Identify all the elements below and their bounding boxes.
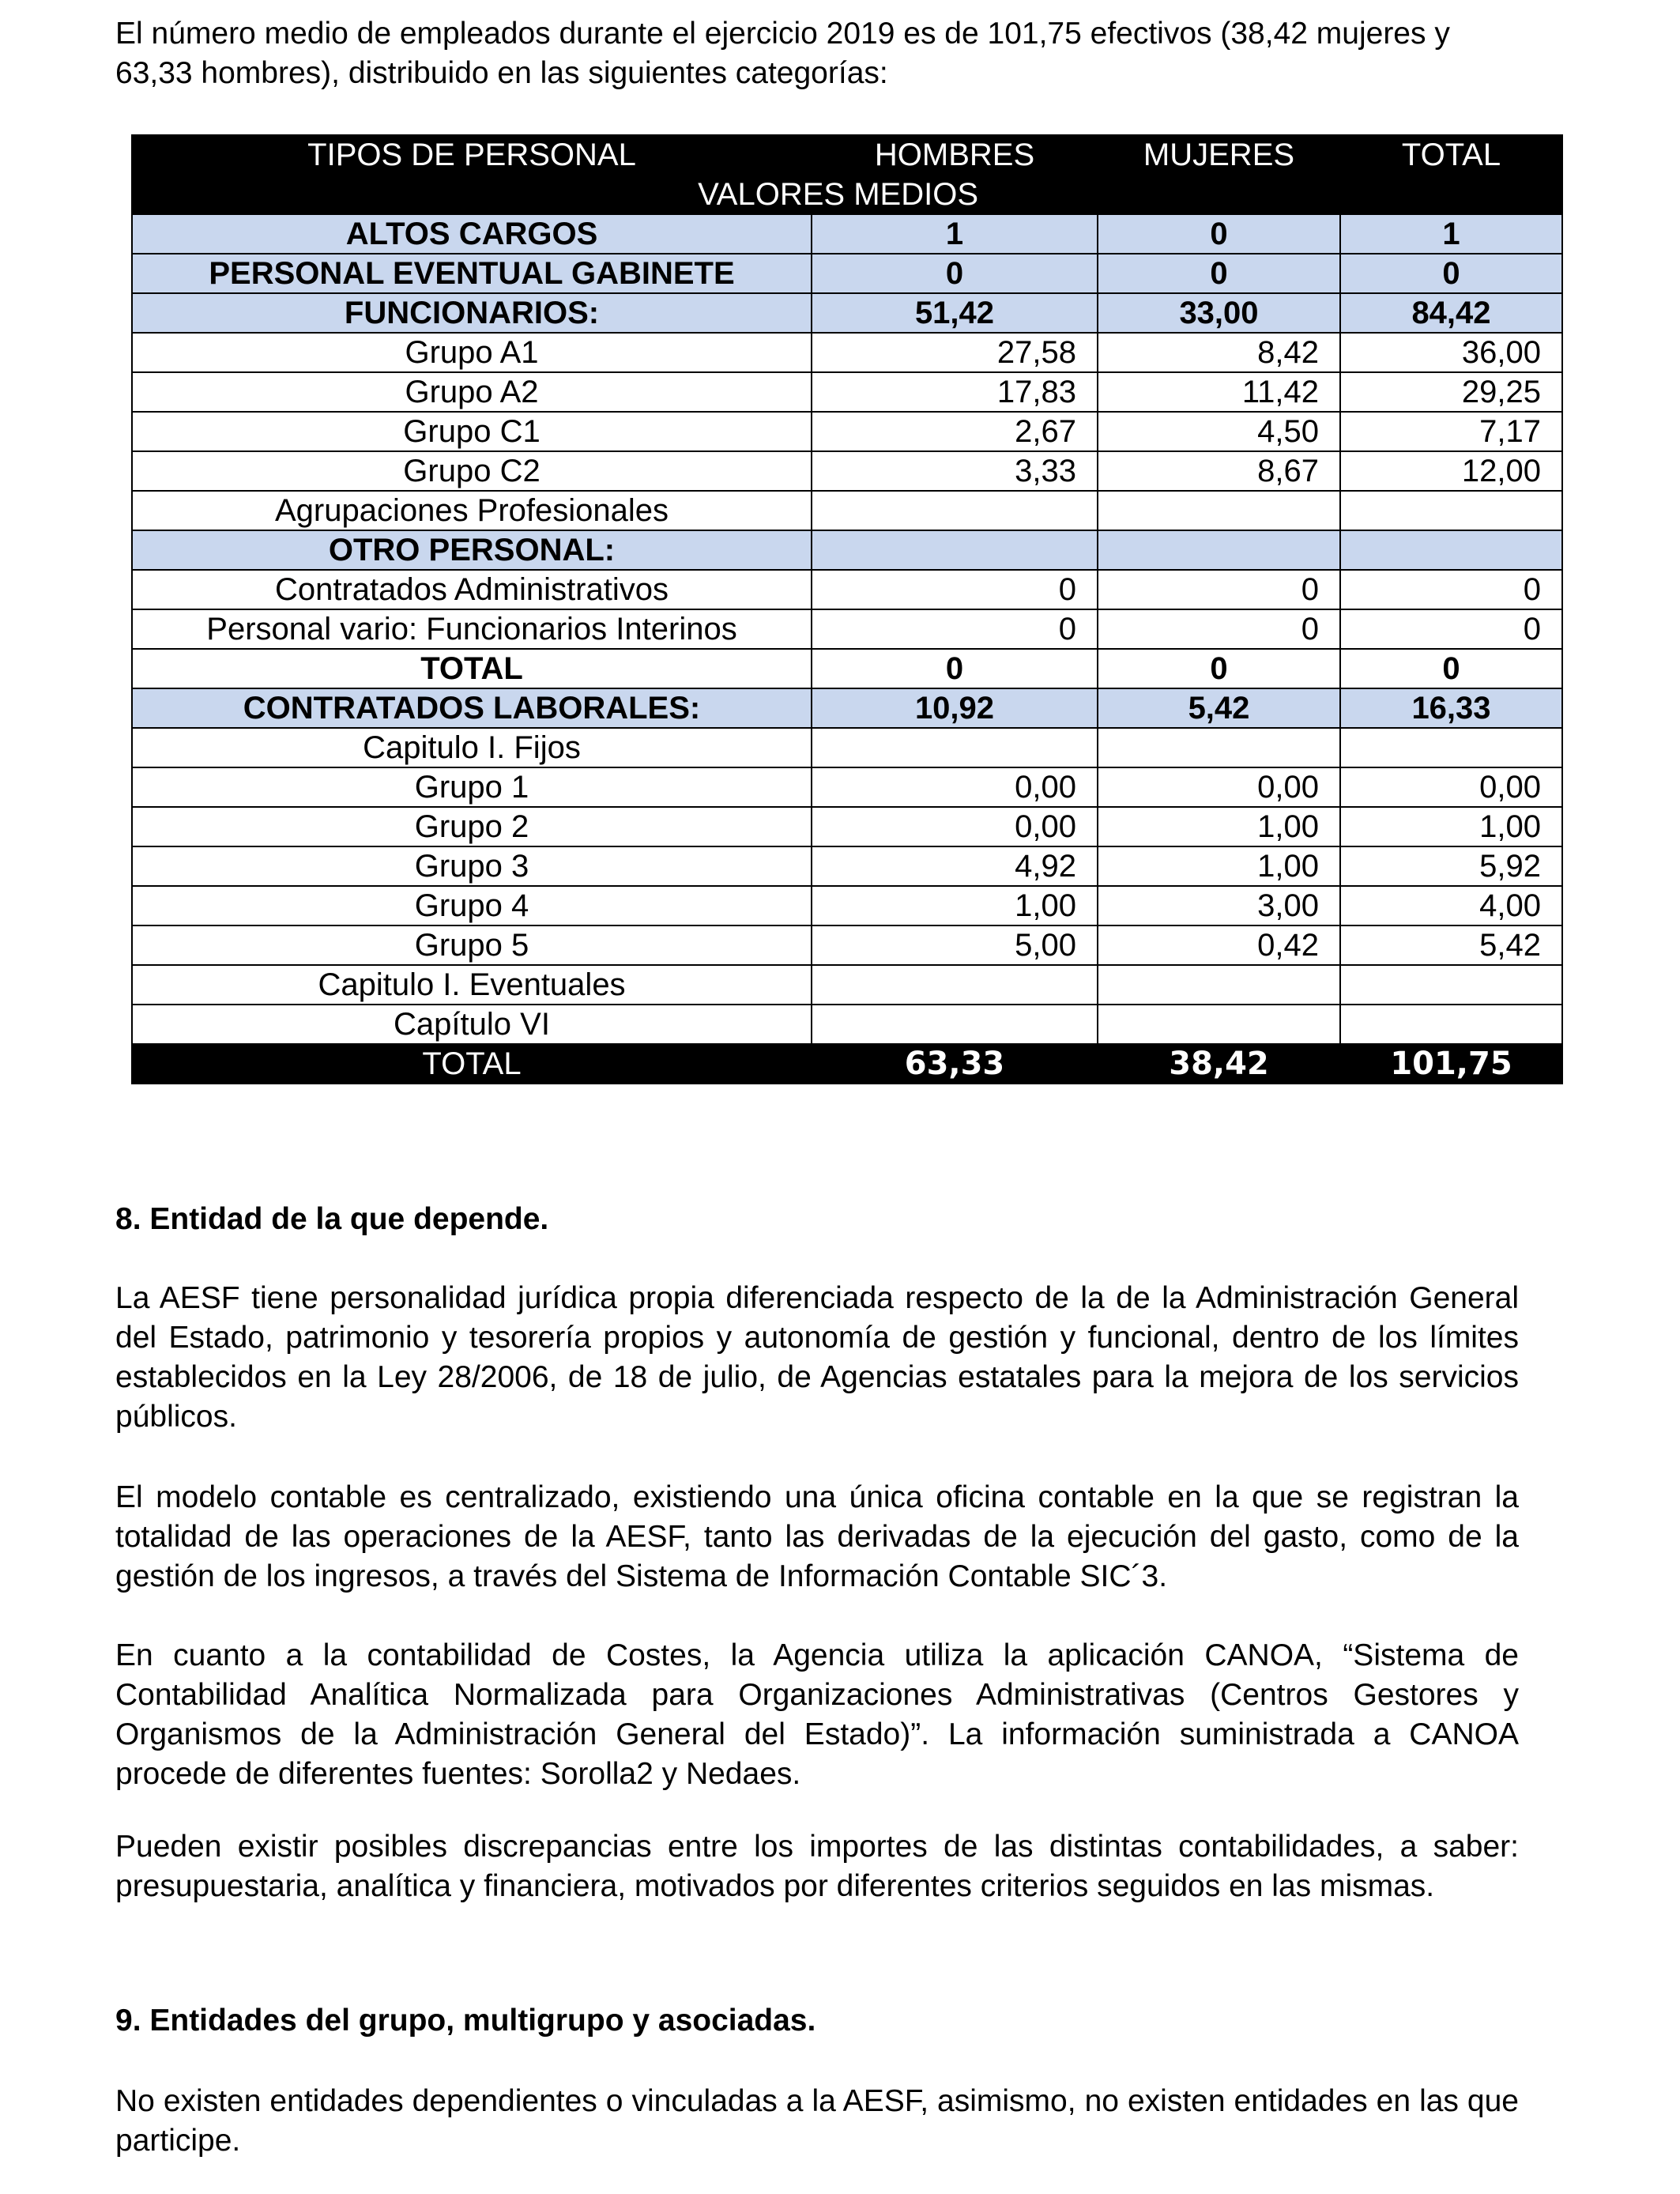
mujeres-value: 0 [1098, 609, 1340, 649]
row-label: FUNCIONARIOS: [132, 293, 812, 333]
row-label: Contratados Administrativos [132, 570, 812, 609]
table-row [132, 530, 1562, 570]
mujeres-value [1098, 1005, 1340, 1044]
mujeres-value [1098, 530, 1340, 570]
mujeres-value [1098, 491, 1340, 530]
table-row [132, 965, 1562, 1005]
section8-paragraph-3: En cuanto a la contabilidad de Costes, la Agencia utiliza la aplicación CANOA, “Sistema de Contabilidad Analítica Normalizada para Organizaciones Administrativas (Centros Gestores y Organismos de la Administración General del Estado)”. La información suministrada a CANOA procede de diferentes fuentes: Sorolla2 y Nedaes. [115, 1638, 1519, 1791]
hombres-value: 0,00 [812, 807, 1098, 846]
section9-paragraph-1: No existen entidades dependientes o vinculadas a la AESF, asimismo, no existen entidades en las que participe. [115, 2084, 1519, 2158]
mujeres-value: 0 [1098, 570, 1340, 609]
total-value: 29,25 [1340, 372, 1562, 412]
hombres-value [812, 1005, 1098, 1044]
row-label: PERSONAL EVENTUAL GABINETE [132, 254, 812, 293]
header-mujeres: MUJERES [1098, 135, 1340, 175]
total-value: 84,42 [1340, 293, 1562, 333]
total-total: 101,75 [1340, 1044, 1562, 1084]
total-value: 5,42 [1340, 925, 1562, 965]
mujeres-value: 0 [1098, 214, 1340, 254]
table-subheader-row [132, 175, 1562, 214]
row-label: OTRO PERSONAL: [132, 530, 812, 570]
total-value: 0,00 [1340, 767, 1562, 807]
mujeres-value: 0,00 [1098, 767, 1340, 807]
hombres-value: 1 [812, 214, 1098, 254]
total-row-label: TOTAL [132, 1044, 812, 1084]
mujeres-value: 33,00 [1098, 293, 1340, 333]
row-label: Agrupaciones Profesionales [132, 491, 812, 530]
hombres-value [812, 728, 1098, 767]
mujeres-value [1098, 965, 1340, 1005]
hombres-value: 27,58 [812, 333, 1098, 372]
row-label: Grupo 5 [132, 925, 812, 965]
table-row [132, 451, 1562, 491]
total-value: 0 [1340, 254, 1562, 293]
total-value: 0 [1340, 649, 1562, 688]
row-label: CONTRATADOS LABORALES: [132, 688, 812, 728]
table-header-row [132, 135, 1562, 175]
mujeres-value: 1,00 [1098, 846, 1340, 886]
table-row [132, 767, 1562, 807]
row-label: Grupo 2 [132, 807, 812, 846]
table-row [132, 491, 1562, 530]
row-label: Grupo 1 [132, 767, 812, 807]
hombres-value: 4,92 [812, 846, 1098, 886]
header-total: TOTAL [1340, 135, 1562, 175]
hombres-value: 0 [812, 570, 1098, 609]
mujeres-value: 3,00 [1098, 886, 1340, 925]
table-total-row [132, 1044, 1562, 1084]
table-row [132, 333, 1562, 372]
hombres-value: 5,00 [812, 925, 1098, 965]
table-row [132, 570, 1562, 609]
total-value: 1 [1340, 214, 1562, 254]
hombres-value: 2,67 [812, 412, 1098, 451]
row-label: ALTOS CARGOS [132, 214, 812, 254]
hombres-value: 51,42 [812, 293, 1098, 333]
hombres-value: 10,92 [812, 688, 1098, 728]
total-value: 16,33 [1340, 688, 1562, 728]
total-value [1340, 965, 1562, 1005]
subheader-valores-medios: VALORES MEDIOS [132, 175, 1098, 214]
mujeres-value: 1,00 [1098, 807, 1340, 846]
total-value: 4,00 [1340, 886, 1562, 925]
subheader-empty [1098, 175, 1340, 214]
total-value: 1,00 [1340, 807, 1562, 846]
table-row [132, 925, 1562, 965]
hombres-value: 1,00 [812, 886, 1098, 925]
mujeres-value: 11,42 [1098, 372, 1340, 412]
table-row [132, 846, 1562, 886]
section8-paragraph-4: Pueden existir posibles discrepancias entre los importes de las distintas contabilidades, a saber: presupuestaria, analítica y financiera, motivados por diferentes criterios seguidos en las mismas. [115, 1830, 1519, 1903]
total-mujeres: 38,42 [1098, 1044, 1340, 1084]
row-label: Capitulo I. Fijos [132, 728, 812, 767]
mujeres-value: 8,67 [1098, 451, 1340, 491]
mujeres-value: 8,42 [1098, 333, 1340, 372]
row-label: Grupo C2 [132, 451, 812, 491]
row-label: Personal vario: Funcionarios Interinos [132, 609, 812, 649]
intro-paragraph: El número medio de empleados durante el ejercicio 2019 es de 101,75 efectivos (38,42 mujeres y 63,33 hombres), distribuido en las siguientes categorías: [115, 17, 1450, 90]
table-row [132, 412, 1562, 451]
section8-heading: 8. Entidad de la que depende. [115, 1202, 549, 1236]
section8-paragraph-1: La AESF tiene personalidad jurídica propia diferenciada respecto de la de la Administración General del Estado, patrimonio y tesorería propios y autonomía de gestión y funcional, dentro de los límites establecidos en la Ley 28/2006, de 18 de julio, de Agencias estatales para la mejora de los servicios públicos. [115, 1281, 1519, 1434]
hombres-value: 0 [812, 609, 1098, 649]
header-tipos: TIPOS DE PERSONAL [132, 135, 812, 175]
hombres-value: 17,83 [812, 372, 1098, 412]
section8-paragraph-2: El modelo contable es centralizado, existiendo una única oficina contable en la que se registran la totalidad de las operaciones de la AESF, tanto las derivadas de la ejecución del gasto, como de la gestión de los ingresos, a través del Sistema de Información Contable SIC´3. [115, 1480, 1519, 1593]
table-row [132, 728, 1562, 767]
row-label: Grupo 3 [132, 846, 812, 886]
mujeres-value: 0 [1098, 254, 1340, 293]
total-value [1340, 530, 1562, 570]
table-row [132, 214, 1562, 254]
total-hombres: 63,33 [812, 1044, 1098, 1084]
table-row [132, 254, 1562, 293]
mujeres-value: 4,50 [1098, 412, 1340, 451]
total-value: 7,17 [1340, 412, 1562, 451]
table-row [132, 688, 1562, 728]
total-value: 0 [1340, 570, 1562, 609]
total-value: 12,00 [1340, 451, 1562, 491]
mujeres-value: 0 [1098, 649, 1340, 688]
row-label: Grupo C1 [132, 412, 812, 451]
mujeres-value [1098, 728, 1340, 767]
total-value: 36,00 [1340, 333, 1562, 372]
total-value: 0 [1340, 609, 1562, 649]
row-label: Grupo A1 [132, 333, 812, 372]
table-row [132, 807, 1562, 846]
table-row [132, 293, 1562, 333]
header-hombres: HOMBRES [812, 135, 1098, 175]
mujeres-value: 0,42 [1098, 925, 1340, 965]
row-label: Capítulo VI [132, 1005, 812, 1044]
total-value [1340, 728, 1562, 767]
hombres-value [812, 530, 1098, 570]
table-row [132, 886, 1562, 925]
hombres-value: 3,33 [812, 451, 1098, 491]
table-row [132, 1005, 1562, 1044]
table-row [132, 372, 1562, 412]
hombres-value [812, 491, 1098, 530]
row-label: Grupo 4 [132, 886, 812, 925]
mujeres-value: 5,42 [1098, 688, 1340, 728]
subheader-empty [1340, 175, 1562, 214]
total-value [1340, 1005, 1562, 1044]
row-label: Grupo A2 [132, 372, 812, 412]
section9-heading: 9. Entidades del grupo, multigrupo y asociadas. [115, 2004, 816, 2038]
row-label: Capitulo I. Eventuales [132, 965, 812, 1005]
row-label: TOTAL [132, 649, 812, 688]
total-value: 5,92 [1340, 846, 1562, 886]
staff-table [131, 134, 1563, 1084]
total-value [1340, 491, 1562, 530]
table-row [132, 649, 1562, 688]
table-row [132, 609, 1562, 649]
hombres-value: 0 [812, 649, 1098, 688]
hombres-value: 0 [812, 254, 1098, 293]
hombres-value: 0,00 [812, 767, 1098, 807]
hombres-value [812, 965, 1098, 1005]
